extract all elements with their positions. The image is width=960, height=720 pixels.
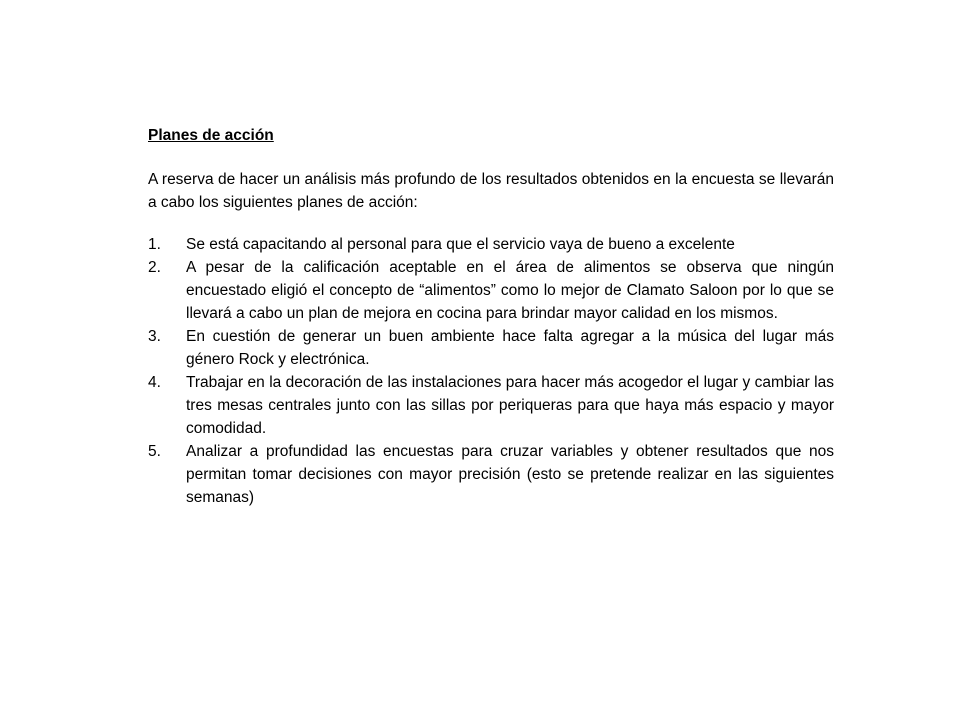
list-item-text: Analizar a profundidad las encuestas para cruzar variables y obtener resultados que nos permitan tomar decisiones con mayor precisión (esto se pretende realizar en las siguientes semanas) <box>186 443 834 506</box>
list-item-number: 1. <box>148 236 161 253</box>
page-title: Planes de acción <box>148 127 274 144</box>
list-item-text: En cuestión de generar un buen ambiente hace falta agregar a la música del lugar más género Rock y electrónica. <box>186 328 834 368</box>
intro-paragraph: A reserva de hacer un análisis más profundo de los resultados obtenidos en la encuesta se llevarán a cabo los siguientes planes de acción: <box>148 171 834 211</box>
action-plan-list <box>148 233 834 509</box>
list-item-number: 4. <box>148 374 161 391</box>
list-item-text: A pesar de la calificación aceptable en el área de alimentos se observa que ningún encuestado eligió el concepto de “alimentos” como lo mejor de Clamato Saloon por lo que se llevará a cabo un plan de mejora en cocina para brindar mayor calidad en los mismos. <box>186 259 834 322</box>
list-item <box>148 325 834 371</box>
list-item <box>148 233 834 256</box>
list-item-text: Trabajar en la decoración de las instalaciones para hacer más acogedor el lugar y cambiar las tres mesas centrales junto con las sillas por periqueras para que haya más espacio y mayor comodidad. <box>186 374 834 437</box>
list-item-text: Se está capacitando al personal para que el servicio vaya de bueno a excelente <box>186 236 735 253</box>
document-body <box>148 124 834 509</box>
list-item-number: 3. <box>148 328 161 345</box>
list-item <box>148 371 834 440</box>
list-item-number: 2. <box>148 259 161 276</box>
list-item <box>148 256 834 325</box>
list-item-number: 5. <box>148 443 161 460</box>
list-item <box>148 440 834 509</box>
